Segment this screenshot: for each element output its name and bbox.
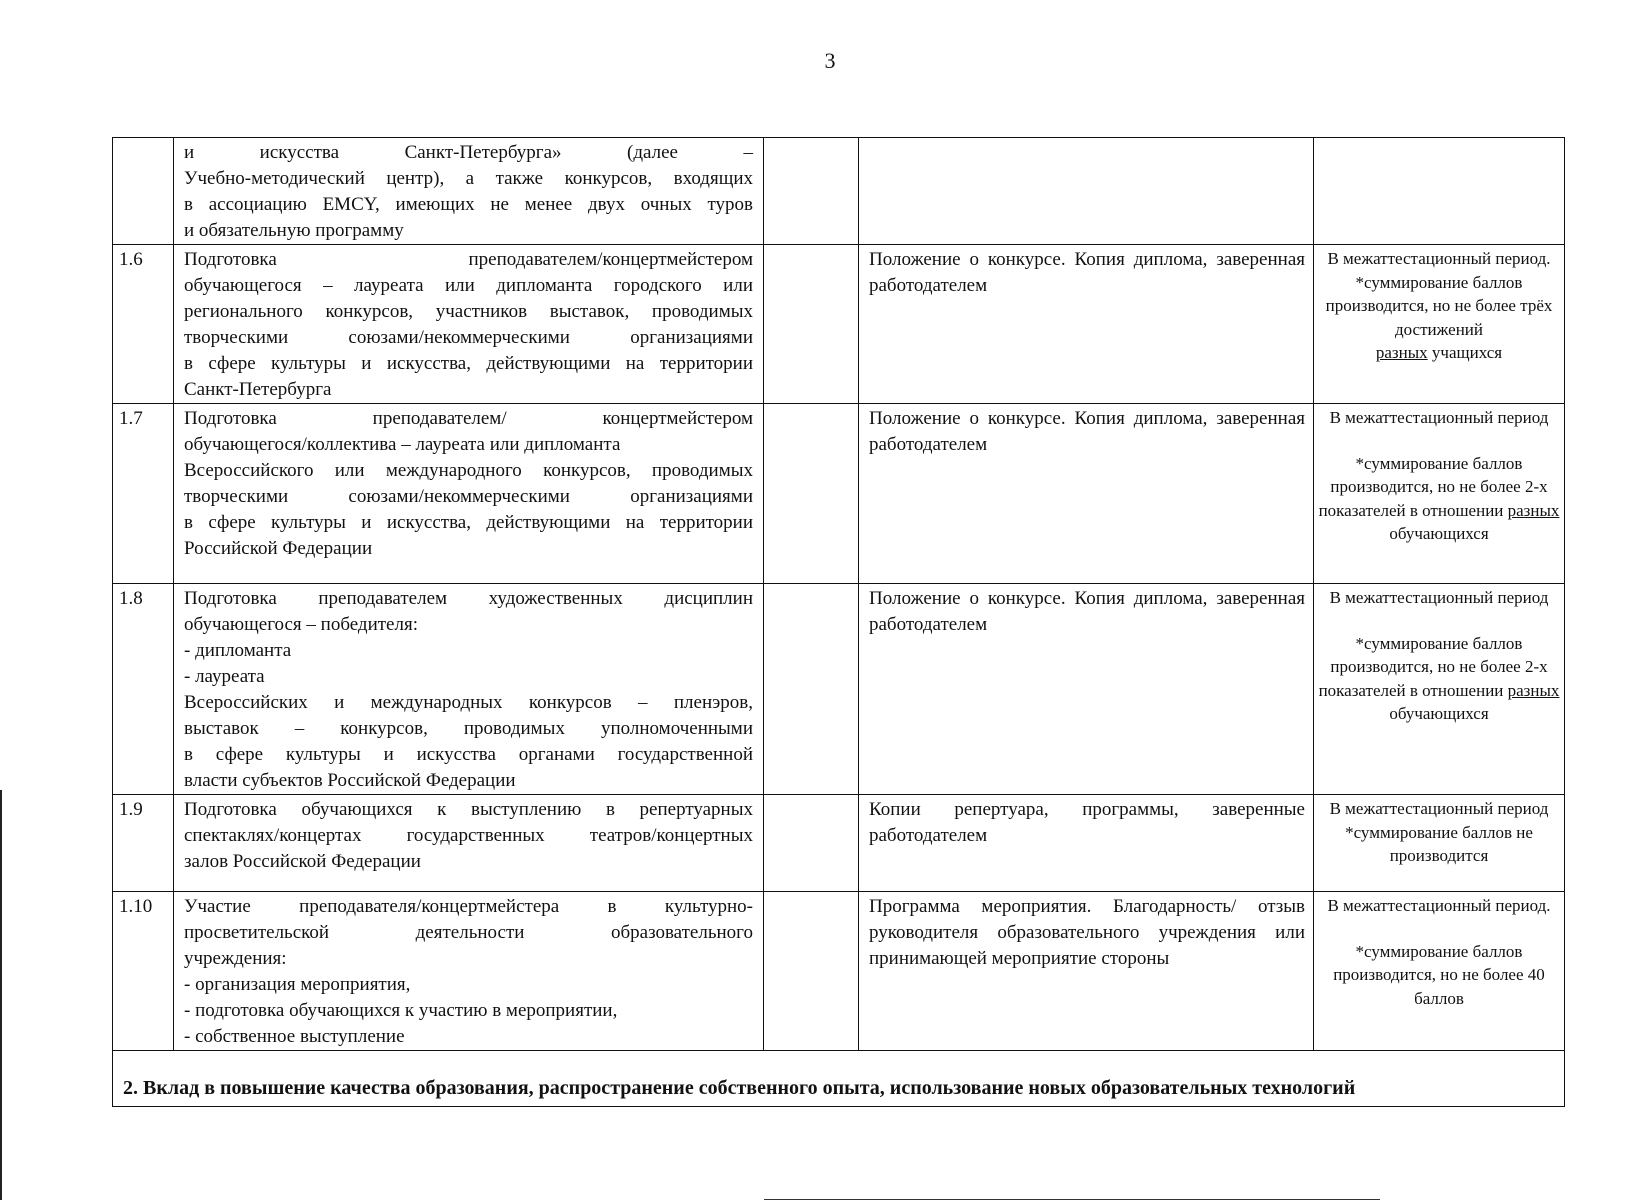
row-number: 1.6 <box>113 245 174 404</box>
table-row <box>113 404 1565 584</box>
criterion-description <box>174 245 764 404</box>
note-period: В межаттестационный период. <box>1327 896 1551 915</box>
description-line: Подготовка обучающихся к выступлению в репертуарных <box>184 799 753 820</box>
note-summation: *суммирование баллов не производится <box>1345 822 1533 865</box>
score-cell <box>764 584 859 795</box>
description-line: творческими союзами/некоммерческими организациями <box>184 486 753 507</box>
description-line: Подготовка преподавателем художественных дисциплин <box>184 588 753 609</box>
document-cell: Положение о конкурсе. Копия диплома, заверенная работодателем <box>859 584 1314 795</box>
criterion-description <box>174 138 764 245</box>
note-period: В межаттестационный период <box>1329 408 1549 427</box>
document-cell: Копии репертуара, программы, заверенные работодателем <box>859 795 1314 892</box>
note-tail: обучающихся <box>1389 524 1489 543</box>
description-line: учреждения: <box>184 948 287 969</box>
criterion-description <box>174 584 764 795</box>
row-number: 1.10 <box>113 892 174 1051</box>
table-row <box>113 245 1565 404</box>
description-line: в ассоциацию EMCY, имеющих не менее двух очных туров <box>184 194 753 215</box>
note-cell <box>1314 138 1565 245</box>
description-line: - подготовка обучающихся к участию в мероприятии, <box>184 1000 618 1021</box>
description-line: в сфере культуры и искусства органами государственной <box>184 744 753 765</box>
document-cell: Положение о конкурсе. Копия диплома, заверенная работодателем <box>859 404 1314 584</box>
document-cell: Программа мероприятия. Благодарность/ отзыв руководителя образовательного учреждения или принимающей мероприятие стороны <box>859 892 1314 1051</box>
description-line: выставок – конкурсов, проводимых уполномоченными <box>184 718 753 739</box>
document-cell: Положение о конкурсе. Копия диплома, заверенная работодателем <box>859 245 1314 404</box>
score-cell <box>764 138 859 245</box>
note-cell <box>1314 404 1565 584</box>
description-line: спектаклях/концертах государственных театров/концертных <box>184 825 753 846</box>
description-line: Подготовка преподавателем/ концертмейстером <box>184 408 753 429</box>
description-line: обучающегося/коллектива – лауреата или дипломанта <box>184 434 621 455</box>
description-line: Участие преподавателя/концертмейстера в культурно- <box>184 896 753 917</box>
note-cell <box>1314 795 1565 892</box>
description-line: Санкт-Петербурга <box>184 379 332 400</box>
note-cell <box>1314 584 1565 795</box>
document-cell <box>859 138 1314 245</box>
description-line: обучающегося – победителя: <box>184 614 418 635</box>
note-underlined: разных <box>1507 500 1560 520</box>
note-summation: *суммирование баллов производится, но не более трёх достижений <box>1325 272 1553 339</box>
description-line: Всероссийских и международных конкурсов – пленэров, <box>184 692 753 713</box>
description-line: - дипломанта <box>184 640 292 661</box>
score-cell <box>764 892 859 1051</box>
description-line: - организация мероприятия, <box>184 974 411 995</box>
score-cell <box>764 245 859 404</box>
note-tail: обучающихся <box>1389 704 1489 723</box>
description-line: просветительской деятельности образовательного <box>184 922 753 943</box>
note-summation: *суммирование баллов производится, но не более 40 баллов <box>1333 941 1545 1008</box>
score-cell <box>764 404 859 584</box>
table-row <box>113 138 1565 245</box>
section-row <box>113 1051 1565 1107</box>
description-line: Подготовка преподавателем/концертмейстером <box>184 249 753 270</box>
note-period: В межаттестационный период <box>1329 799 1549 818</box>
note-summation: *суммирование баллов производится, но не более 2-х показателей в отношении <box>1318 633 1548 700</box>
criterion-description <box>174 795 764 892</box>
description-line: творческими союзами/некоммерческими организациями <box>184 327 753 348</box>
note-tail: учащихся <box>1427 343 1503 362</box>
table-row <box>113 795 1565 892</box>
description-line: обучающегося – лауреата или дипломанта городского или <box>184 275 753 296</box>
criterion-description <box>174 892 764 1051</box>
note-summation: *суммирование баллов производится, но не более 2-х показателей в отношении <box>1318 453 1548 520</box>
row-number <box>113 138 174 245</box>
description-line: и искусства Санкт-Петербурга» (далее – <box>184 142 753 163</box>
row-number: 1.7 <box>113 404 174 584</box>
description-line: залов Российской Федерации <box>184 851 421 872</box>
description-line: Всероссийского или международного конкурсов, проводимых <box>184 460 753 481</box>
table-row <box>113 584 1565 795</box>
description-line: регионального конкурсов, участников выставок, проводимых <box>184 301 753 322</box>
description-line: Российской Федерации <box>184 538 373 559</box>
description-line: власти субъектов Российской Федерации <box>184 770 516 791</box>
scan-edge-line <box>0 790 2 1200</box>
criterion-description <box>174 404 764 584</box>
description-line: - собственное выступление <box>184 1026 405 1047</box>
note-cell <box>1314 892 1565 1051</box>
description-line: в сфере культуры и искусства, действующими на территории <box>184 353 753 374</box>
page-number: 3 <box>824 48 836 73</box>
score-cell <box>764 795 859 892</box>
criteria-table <box>112 137 1565 1107</box>
section-title: 2. Вклад в повышение качества образования, распространение собственного опыта, использование новых образовательных технологий <box>113 1051 1565 1107</box>
table-row <box>113 892 1565 1051</box>
description-line: и обязательную программу <box>184 220 404 241</box>
description-line: Учебно-методический центр), а также конкурсов, входящих <box>184 168 753 189</box>
note-cell <box>1314 245 1565 404</box>
note-underlined: разных <box>1507 680 1560 700</box>
note-period: В межаттестационный период. <box>1327 249 1551 268</box>
row-number: 1.9 <box>113 795 174 892</box>
note-period: В межаттестационный период <box>1329 588 1549 607</box>
description-line: в сфере культуры и искусства, действующими на территории <box>184 512 753 533</box>
note-underlined: разных <box>1375 343 1428 362</box>
row-number: 1.8 <box>113 584 174 795</box>
description-line: - лауреата <box>184 666 265 687</box>
